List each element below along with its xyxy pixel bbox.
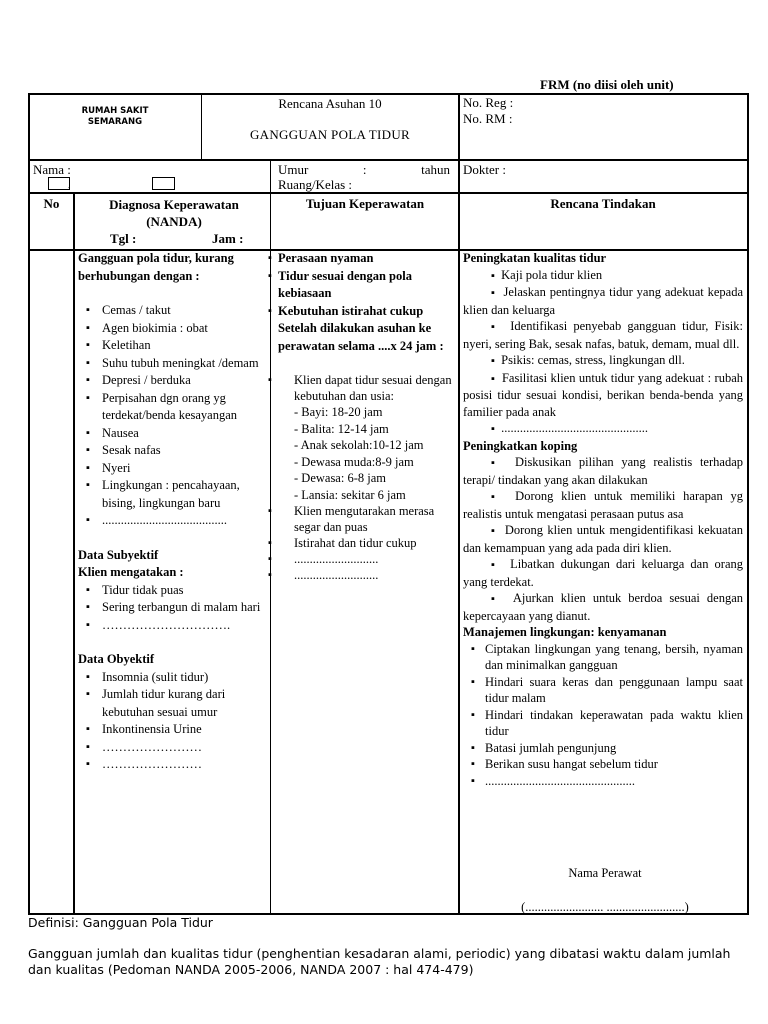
list-item: ▪ Istirahat dan tidur cukup bbox=[266, 535, 456, 551]
list-item: - Anak sekolah:10-12 jam bbox=[294, 438, 424, 452]
rencana-section-2-title: Peningkatkan koping bbox=[463, 438, 578, 453]
list-item: ▪ ........................... bbox=[266, 551, 456, 567]
form-code: FRM (no diisi oleh unit) bbox=[540, 77, 674, 92]
list-item: ▪ Batasi jumlah pengunjung bbox=[463, 740, 743, 757]
nurse-name-label: Nama Perawat bbox=[568, 866, 642, 880]
list-item: ▪ Nausea bbox=[78, 425, 268, 443]
list-item: ▪ Sering terbangun di malam hari bbox=[78, 599, 268, 617]
list-item: ▪ ........................... bbox=[266, 567, 456, 583]
list-item: - Dewasa muda:8-9 jam bbox=[294, 454, 414, 469]
ruang-kelas-label: Ruang/Kelas : bbox=[278, 177, 353, 192]
gender-box-1[interactable] bbox=[48, 177, 70, 190]
list-item: ▪ Tidur tidak puas bbox=[78, 582, 268, 600]
header-diagnosa: Diagnosa Keperawatan (NANDA) bbox=[109, 197, 239, 229]
umur-colon: : bbox=[362, 162, 367, 177]
table-row1-border bbox=[28, 159, 749, 161]
list-item-text: Libatkan dukungan dari keluarga dan orang yang terdekat. bbox=[463, 557, 743, 589]
list-item-text: ............................................... bbox=[501, 421, 649, 435]
tahun-label: tahun bbox=[421, 162, 450, 177]
hospital-line1: RUMAH SAKIT bbox=[81, 106, 149, 116]
no-rm-label: No. RM : bbox=[463, 111, 513, 126]
causes-list bbox=[78, 302, 268, 530]
gender-box-2[interactable] bbox=[152, 177, 175, 190]
rencana-section-3-title: Manajemen lingkungan: kenyamanan bbox=[463, 625, 667, 639]
list-item: ▪ Klien mengutarakan merasa segar dan puas bbox=[266, 503, 456, 535]
objective-list bbox=[78, 669, 268, 774]
list-item: ▪ Lingkungan : pencahayaan, bising, lingkungan baru bbox=[78, 477, 268, 512]
list-item: ▪ Jelaskan pentingnya tidur yang adekuat kepada klien dan keluarga bbox=[463, 285, 743, 317]
dokter-label: Dokter : bbox=[463, 162, 506, 177]
list-item: ▪ Kebutuhan istirahat cukup bbox=[266, 303, 456, 321]
col3-divider bbox=[458, 93, 460, 915]
list-item-text: Diskusikan pilihan yang realistis terhadap terapi/ tindakan yang akan dilakukan bbox=[463, 455, 743, 487]
list-item: ▪ Kaji pola tidur klien bbox=[491, 267, 603, 282]
subjective-list bbox=[78, 582, 268, 635]
objective-title: Data Obyektif bbox=[78, 652, 155, 666]
subjective-title: Data Subyektif bbox=[78, 547, 159, 562]
no-reg-label: No. Reg : bbox=[463, 95, 514, 110]
subjective-subtitle: Klien mengatakan : bbox=[78, 565, 184, 579]
list-item-text: Ajurkan klien untuk berdoa sesuai dengan kepercayaan yang dianut. bbox=[463, 591, 743, 623]
umur-label: Umur bbox=[278, 162, 309, 177]
header-no: No bbox=[43, 196, 60, 211]
list-item: ▪ Libatkan dukungan dari keluarga dan orang yang terdekat. bbox=[463, 557, 743, 589]
list-item-text: Kaji pola tidur klien bbox=[501, 267, 603, 282]
criteria-list bbox=[266, 372, 456, 404]
list-item: ▪ …………………… bbox=[78, 739, 268, 757]
list-item: ▪ Dorong klien untuk mengidentifikasi kekuatan dan kemampuan yang ada pada diri klien. bbox=[463, 523, 743, 555]
list-item: ▪ Psikis: cemas, stress, lingkungan dll. bbox=[491, 353, 685, 367]
list-item: ▪ Klien dapat tidur sesuai dengan kebutuhan dan usia: bbox=[266, 372, 456, 404]
rencana-section-1-title: Peningkatan kualitas tidur bbox=[463, 251, 607, 265]
list-item: ▪ Jumlah tidur kurang dari kebutuhan sesuai umur bbox=[78, 686, 268, 721]
list-item: ▪ Inkontinensia Urine bbox=[78, 721, 268, 739]
ages-list bbox=[266, 404, 456, 503]
environment-list bbox=[463, 641, 743, 790]
definition-text: Gangguan jumlah dan kualitas tidur (penghentian kesadaran alami, periodic) yang dibatasi waktu dalam jumlah dan kualitas (Pedoman NANDA 2005-2006, NANDA 2007 : hal 474-479) bbox=[28, 946, 731, 977]
diagnosa-column bbox=[78, 250, 268, 774]
table-right-border bbox=[747, 93, 749, 915]
list-item: ▪ ............................................... bbox=[491, 421, 649, 435]
list-item: ▪ Insomnia (sulit tidur) bbox=[78, 669, 268, 687]
list-item: - Dewasa: 6-8 jam bbox=[294, 471, 386, 485]
list-item: - Balita: 12-14 jam bbox=[294, 421, 389, 436]
list-item: ▪ Tidur sesuai dengan pola kebiasaan bbox=[266, 268, 456, 303]
list-item: ▪ Agen biokimia : obat bbox=[78, 320, 268, 338]
list-item: ▪ Hindari suara keras dan penggunaan lampu saat tidur malam bbox=[463, 674, 743, 707]
list-item: ▪ Dorong klien untuk memiliki harapan yg realistis untuk mengatasi perasaan putus asa bbox=[463, 489, 743, 521]
umur-ruang bbox=[278, 162, 450, 192]
list-item-text: Identifikasi penyebab gangguan tidur, Fisik: nyeri, sering Bak, sesak nafas, batuk, demam, mual dll. bbox=[463, 319, 744, 351]
list-item: ▪ Ciptakan lingkungan yang tenang, bersih, nyaman dan minimalkan gangguan bbox=[463, 641, 743, 674]
header-tgl: Tgl : bbox=[110, 231, 137, 246]
list-item-text: Jelaskan pentingnya tidur yang adekuat kepada klien dan keluarga bbox=[463, 285, 743, 317]
list-item: ▪ Ajurkan klien untuk berdoa sesuai dengan kepercayaan yang dianut. bbox=[463, 591, 743, 623]
header-rencana: Rencana Tindakan bbox=[550, 196, 656, 211]
table-top-border bbox=[28, 93, 749, 95]
list-item: - Bayi: 18-20 jam bbox=[294, 405, 383, 419]
tujuan-column bbox=[266, 250, 456, 583]
list-item: ▪ Diskusikan pilihan yang realistis terhadap terapi/ tindakan yang akan dilakukan bbox=[463, 455, 743, 487]
list-item: ▪ Hindari tindakan keperawatan pada waktu klien tidur bbox=[463, 707, 743, 740]
list-item: ▪ ........................................ bbox=[78, 512, 268, 530]
nama-label: Nama : bbox=[33, 162, 71, 177]
list-item-text: Fasilitasi klien untuk tidur yang adekuat : rubah posisi tidur sesuai kondisi, berikan benda-benda yang familier pada anak bbox=[463, 370, 743, 419]
col1-divider bbox=[73, 192, 75, 915]
list-item: - Lansia: sekitar 6 jam bbox=[294, 487, 406, 502]
plan-title: GANGGUAN POLA TIDUR bbox=[249, 127, 411, 142]
list-item-text: Dorong klien untuk memiliki harapan yg realistis untuk mengatasi perasaan putus asa bbox=[463, 489, 743, 521]
list-item-text: Dorong klien untuk mengidentifikasi kekuatan dan kemampuan yang ada pada diri klien. bbox=[463, 523, 743, 555]
list-item: ▪ Identifikasi penyebab gangguan tidur, Fisik: nyeri, sering Bak, sesak nafas, batuk, demam, mual dll. bbox=[463, 319, 744, 351]
list-item: ▪ …………………………. bbox=[78, 617, 268, 635]
rencana-column bbox=[463, 250, 743, 789]
tujuan-after: Setelah dilakukan asuhan ke perawatan selama ....x 24 jam : bbox=[278, 321, 444, 353]
list-item: ▪ Nyeri bbox=[78, 460, 268, 478]
list-item: ▪ Sesak nafas bbox=[78, 442, 268, 460]
table-row2-border bbox=[28, 192, 749, 194]
list-item: ▪ Perasaan nyaman bbox=[266, 250, 456, 268]
list-item: ▪ …………………… bbox=[78, 756, 268, 774]
list-item: ▪ Perpisahan dgn orang yg terdekat/benda kesayangan bbox=[78, 390, 268, 425]
list-item: ▪ Fasilitasi klien untuk tidur yang adekuat : rubah posisi tidur sesuai kondisi, berikan benda-benda yang familier pada anak bbox=[463, 370, 743, 419]
table-left-border bbox=[28, 93, 30, 915]
diagnosa-intro: Gangguan pola tidur, kurang berhubungan dengan : bbox=[78, 251, 234, 283]
criteria-list-2 bbox=[266, 503, 456, 583]
goals-list bbox=[266, 250, 456, 320]
hospital-name bbox=[30, 106, 200, 128]
header-jam: Jam : bbox=[212, 231, 244, 246]
nurse-signature-line[interactable]: (......................... .........................) bbox=[521, 900, 689, 914]
list-item: ▪ Depresi / berduka bbox=[78, 372, 268, 390]
definition-title: Definisi: Gangguan Pola Tidur bbox=[28, 915, 213, 930]
registration-info bbox=[463, 95, 513, 127]
list-item: ▪ Cemas / takut bbox=[78, 302, 268, 320]
list-item: ▪ Suhu tubuh meningkat /demam bbox=[78, 355, 268, 373]
gender-separator: , bbox=[68, 180, 71, 190]
list-item-text: Psikis: cemas, stress, lingkungan dll. bbox=[501, 353, 685, 367]
hospital-line2: SEMARANG bbox=[87, 117, 143, 127]
header-tujuan: Tujuan Keperawatan bbox=[305, 196, 425, 211]
plan-number: Rencana Asuhan 10 bbox=[278, 96, 382, 111]
list-item: ▪ Berikan susu hangat sebelum tidur bbox=[463, 756, 743, 773]
list-item: ▪ Keletihan bbox=[78, 337, 268, 355]
list-item: ▪ ................................................ bbox=[463, 773, 743, 790]
